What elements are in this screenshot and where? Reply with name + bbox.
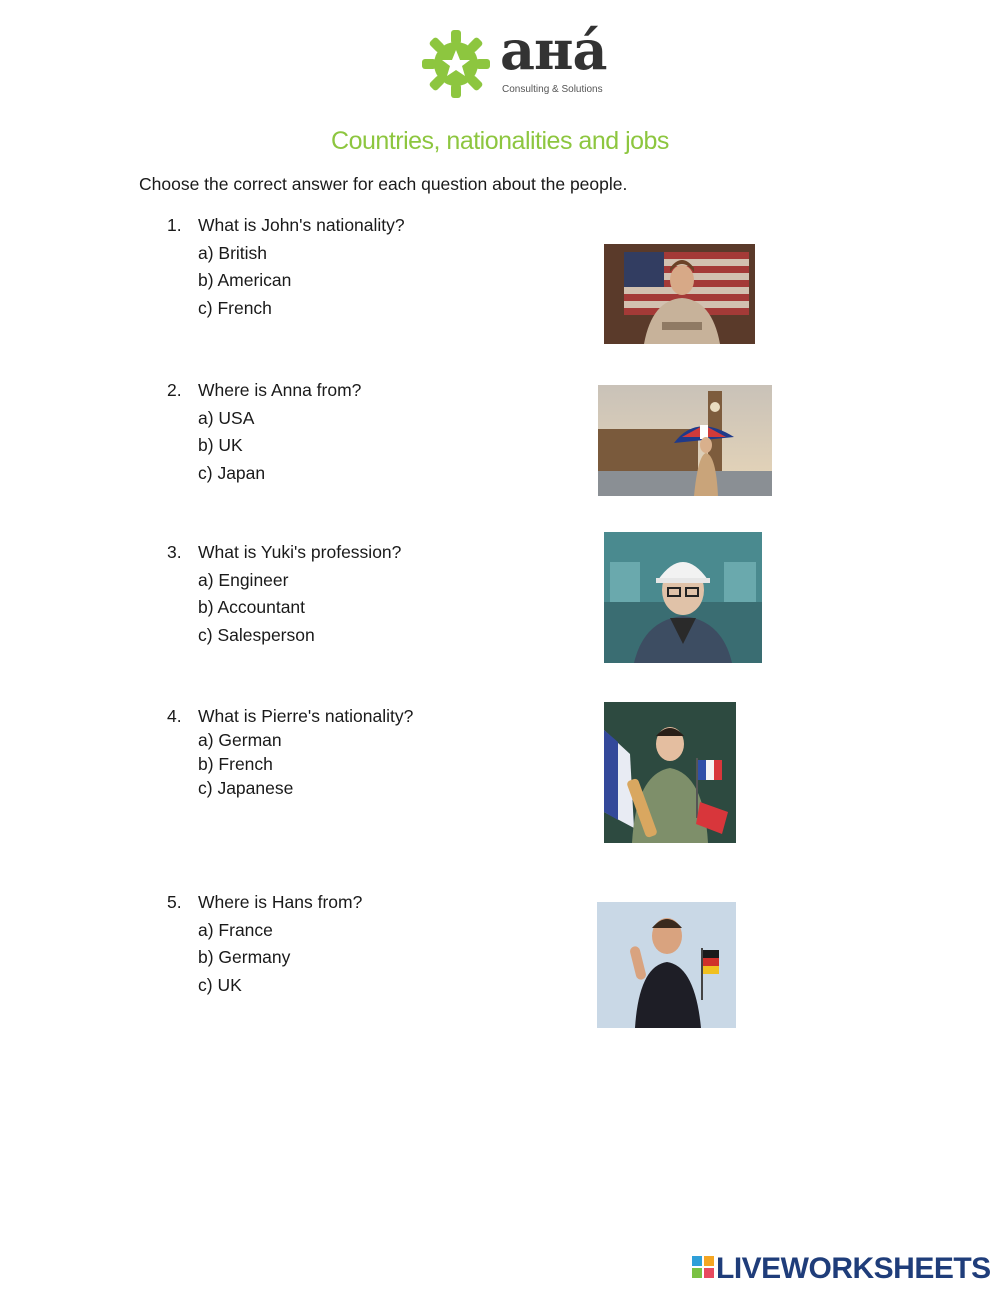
liveworksheets-wordmark: LIVEWORKSHEETS: [716, 1252, 991, 1285]
question-text: What is Pierre's nationality?: [198, 706, 414, 726]
question-number: 4.: [167, 706, 182, 726]
question-number: 1.: [167, 215, 182, 235]
question-text: What is Yuki's profession?: [198, 542, 402, 562]
answer-option[interactable]: b) Germany: [198, 947, 291, 967]
company-logo: [418, 18, 618, 104]
question-number: 3.: [167, 542, 182, 562]
answer-option[interactable]: a) Engineer: [198, 570, 289, 590]
worksheet-title: Countries, nationalities and jobs: [331, 127, 669, 155]
answer-option[interactable]: c) French: [198, 298, 272, 318]
john-photo: [604, 244, 755, 344]
yuki-photo: [604, 532, 762, 663]
pierre-photo: [604, 702, 736, 843]
answer-option[interactable]: a) USA: [198, 408, 255, 428]
answer-option[interactable]: a) British: [198, 243, 268, 263]
answer-option[interactable]: b) UK: [198, 435, 243, 455]
answer-option[interactable]: b) American: [198, 270, 292, 290]
hans-photo: [597, 902, 736, 1028]
answer-option[interactable]: c) Salesperson: [198, 625, 315, 645]
answer-option[interactable]: b) Accountant: [198, 597, 306, 617]
question-text: Where is Hans from?: [198, 892, 363, 912]
question-text: What is John's nationality?: [198, 215, 405, 235]
logo-tagline: Consulting & Solutions: [502, 84, 603, 95]
answer-option[interactable]: c) Japanese: [198, 778, 294, 798]
logo-wordmark: aнá: [500, 18, 607, 82]
question-number: 2.: [167, 380, 182, 400]
answer-option[interactable]: c) UK: [198, 975, 242, 995]
answer-option[interactable]: a) France: [198, 920, 273, 940]
liveworksheets-icon: [692, 1256, 714, 1278]
answer-option[interactable]: b) French: [198, 754, 273, 774]
instructions: Choose the correct answer for each question about the people.: [139, 174, 628, 194]
question-number: 5.: [167, 892, 182, 912]
answer-option[interactable]: a) German: [198, 730, 282, 750]
anna-photo: [598, 385, 772, 496]
answer-option[interactable]: c) Japan: [198, 463, 266, 483]
question-text: Where is Anna from?: [198, 380, 362, 400]
gear-logo-icon: [418, 26, 494, 102]
